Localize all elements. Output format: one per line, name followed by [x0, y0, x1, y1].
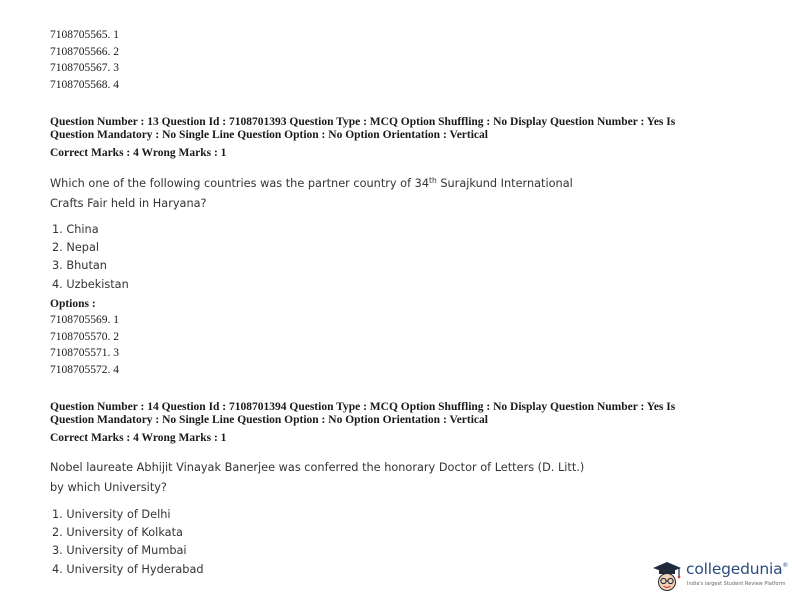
option-id-row: 7108705569. 1	[50, 314, 119, 326]
choice-item: 3. University of Mumbai	[52, 544, 187, 558]
choice-item: 2. University of Kolkata	[52, 526, 183, 540]
previous-question-option-ids	[50, 27, 752, 94]
question-13-text	[50, 174, 752, 214]
collegedunia-logo	[650, 556, 789, 600]
logo-tagline: India's largest Student Review Platform	[687, 581, 786, 587]
question-13-header	[50, 116, 752, 142]
question-13-text-line1: Which one of the following countries was the partner country of 34th Surajkund International	[50, 176, 573, 190]
choice-item: 2. Nepal	[52, 241, 100, 255]
question-14-header-line2: Question Mandatory : No Single Line Question Option : No Option Orientation : Vertical	[50, 414, 488, 426]
logo-wordmark: collegedunia	[686, 560, 783, 578]
question-13-marks: Correct Marks : 4 Wrong Marks : 1	[50, 147, 227, 159]
question-14-text	[50, 458, 752, 498]
question-13-options-label: Options :	[50, 298, 96, 310]
option-id-row: 7108705566. 2	[50, 45, 119, 58]
question-14-marks: Correct Marks : 4 Wrong Marks : 1	[50, 432, 227, 444]
question-13-text-line2: Crafts Fair held in Haryana?	[50, 197, 207, 210]
option-id-row: 7108705571. 3	[50, 347, 119, 360]
question-14-choices	[52, 508, 752, 581]
question-14-header-line1: Question Number : 14 Question Id : 7108701394 Question Type : MCQ Option Shuffling : No Display Question Number : Yes Is	[50, 401, 676, 413]
choice-item: 1. China	[52, 223, 99, 236]
choice-item: 1. University of Delhi	[52, 508, 171, 521]
question-14-text-line1: Nobel laureate Abhijit Vinayak Banerjee was conferred the honorary Doctor of Letters (D. Litt.)	[50, 461, 585, 474]
registered-mark: ®	[782, 562, 789, 569]
choice-item: 3. Bhutan	[52, 259, 107, 273]
question-13-option-ids	[50, 312, 752, 379]
option-id-row: 7108705565. 1	[50, 29, 119, 41]
question-14-header	[50, 401, 752, 427]
option-id-row: 7108705568. 4	[50, 79, 119, 92]
option-id-row: 7108705572. 4	[50, 364, 119, 377]
choice-item: 4. Uzbekistan	[52, 277, 129, 291]
question-13-header-line1: Question Number : 13 Question Id : 7108701393 Question Type : MCQ Option Shuffling : No Display Question Number : Yes Is	[50, 116, 676, 128]
question-13-header-line2: Question Mandatory : No Single Line Question Option : No Option Orientation : Vertical	[50, 129, 488, 141]
choice-item: 4. University of Hyderabad	[52, 562, 204, 576]
option-id-row: 7108705570. 2	[50, 330, 119, 343]
question-14-text-line2: by which University?	[50, 481, 167, 494]
option-id-row: 7108705567. 3	[50, 62, 119, 75]
graduate-face-icon	[650, 558, 684, 596]
question-13-choices	[52, 223, 752, 296]
